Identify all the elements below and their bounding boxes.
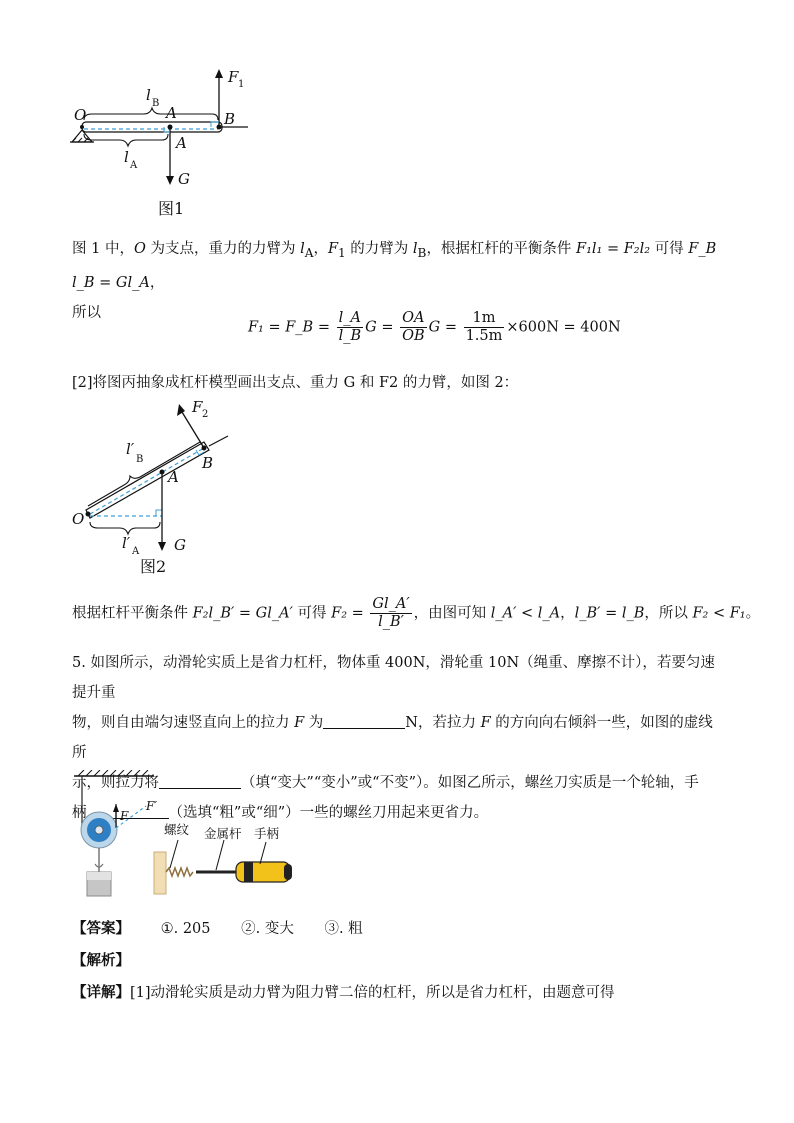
figure-1 [68, 64, 258, 224]
label-b: B [224, 110, 236, 128]
label-la-sub: A [130, 160, 138, 171]
analysis-line [72, 946, 130, 976]
explanation-paragraph-2: [2]将图丙抽象成杠杆模型画出支点、重力 G 和 F2 的力臂，如图 2： [72, 375, 519, 391]
label-handle: 手柄 [254, 826, 280, 841]
figure-3-screwdriver [148, 820, 298, 900]
explanation-paragraph-3: 根据杠杆平衡条件 F₂l_B′ = Gl_A′ 可得 F₂ = $\frac{Gl\_A'}{l\_B'}$ ，由图可知 l_A′ < l_A，l_B′ = l_B，所以 F₂ < F₁。 [72, 596, 761, 630]
label-lb-sub: B [152, 98, 160, 109]
question-5-line-1: 5. 如图所示，动滑轮实质上是省力杠杆，物体重 400N，滑轮重 10N（绳重、摩擦不计），若要匀速提升重 [72, 655, 715, 701]
f1-arrow-head [215, 69, 223, 78]
label-a-2: A [168, 468, 179, 486]
answer-item-1: ①. 205 [160, 921, 211, 937]
detail-text: [1]动滑轮实质是动力臂为阻力臂二倍的杠杆，所以是省力杠杆，由题意可得 [130, 985, 615, 1001]
wooden-block [154, 852, 166, 894]
question-5-line-4: 柄 （选填“粗”或“细”）一些的螺丝刀用起来更省力。 [72, 805, 489, 821]
figure-1-caption: 图1 [158, 199, 185, 218]
gravity-arrow-head [166, 176, 174, 185]
inclined-lever-bar [86, 442, 209, 518]
label-thread: 螺纹 [164, 822, 190, 837]
label-lb-prime: l′ [126, 440, 135, 458]
equation-balance: F₁l₁ = F₂l₂ [576, 241, 651, 257]
explanation-paragraph-1: 图 1 中，O 为支点，重力的力臂为 $l_A$，$F_1$ 的力臂为 $l_B$，根据杠杆的平衡条件 F₁l₁ = F₂l₂ 可得 F_B l_B = Gl_A， 所以 [72, 241, 717, 321]
label-lb: l [146, 86, 151, 104]
label-force-f-prime: F′ [146, 799, 158, 813]
force-f-arrow-head [113, 804, 119, 812]
label-lb-prime-sub: B [136, 454, 144, 465]
label-force-f: F [120, 809, 129, 823]
f2-arrow-line [182, 412, 204, 448]
answer-blank-2[interactable] [159, 774, 241, 789]
label-a-top: A [166, 104, 177, 122]
label-f2-sub: 2 [202, 409, 209, 420]
label-f1: F [228, 68, 239, 86]
answer-item-3: ③. 粗 [324, 921, 363, 937]
question-5-line-3: 示，则拉力将 （填“变大”“变小”或“不变”）。如图乙所示，螺丝刀实质是一个轮轴，手 [72, 775, 699, 791]
label-f1-sub: 1 [238, 79, 245, 90]
brace-la-prime [90, 522, 160, 534]
inclined-dashed-arm [90, 448, 204, 514]
label-g-2: G [174, 536, 186, 554]
label-la-prime-sub: A [132, 546, 140, 557]
detail-tag: 【详解】 [72, 984, 130, 1001]
label-la: l [124, 148, 129, 166]
answer-line [72, 914, 363, 944]
answer-blank-1[interactable] [323, 714, 405, 729]
label-b-2: B [202, 454, 214, 472]
brace-lb-prime [88, 442, 200, 506]
label-a-bottom: A [176, 134, 187, 152]
figure-2-caption: 图2 [140, 557, 167, 576]
label-rod: 金属杆 [204, 826, 242, 841]
label-g: G [178, 170, 190, 188]
screw-thread [166, 868, 193, 876]
analysis-tag: 【解析】 [72, 952, 130, 969]
equation-f1-result: F₁ = F_B = $\frac{l\_A}{l\_B}$ G = $\frac{OA}{OB}$ G = $\frac{1m}{1.5m}$ ×600N = 400N [248, 310, 621, 344]
question-5-line-2: 物，则自由端匀速竖直向上的拉力 F 为 N，若拉力 F 的方向向右倾斜一些，如图的虚线所 [72, 715, 713, 761]
label-f2: F [192, 398, 203, 416]
brace-la [84, 134, 168, 146]
detail-line [72, 978, 615, 1008]
label-o-2: O [72, 510, 85, 528]
answer-item-2: ②. 变大 [241, 921, 294, 937]
figure-2 [68, 398, 238, 578]
answer-tag: 【答案】 [72, 920, 130, 937]
lever-bar [82, 122, 222, 132]
label-la-prime: l′ [122, 534, 131, 552]
label-o: O [74, 106, 87, 124]
equation-fb-lb: F_B l_B = Gl_A [72, 241, 717, 291]
gravity-arrow-head-2 [158, 542, 166, 551]
brace-lb [84, 108, 218, 120]
